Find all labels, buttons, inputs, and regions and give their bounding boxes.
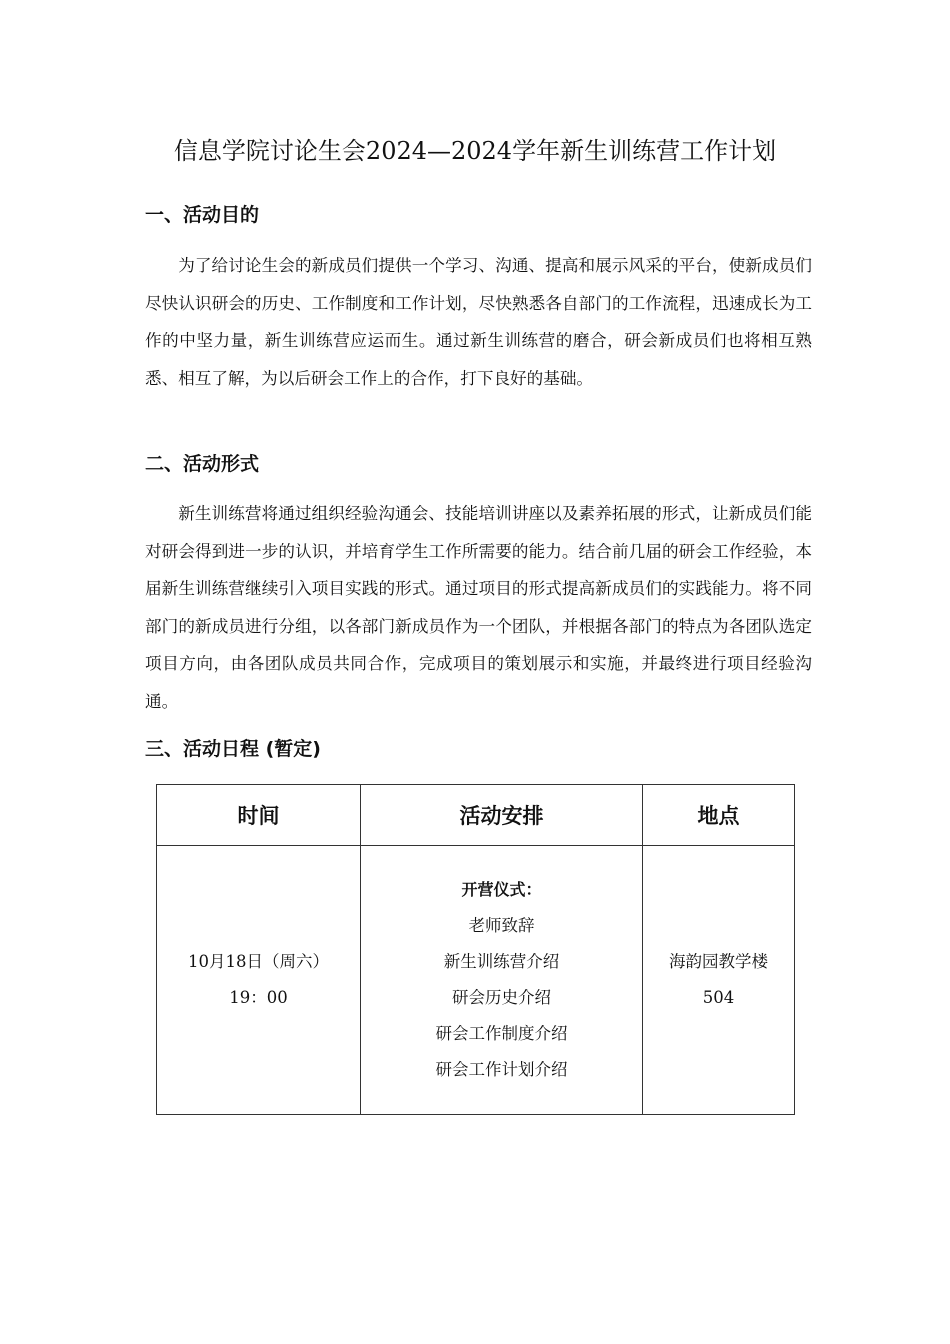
activity-item: 老师致辞 <box>468 916 535 935</box>
activity-title: 开营仪式： <box>461 880 542 899</box>
activity-item: 研会历史介绍 <box>452 988 551 1007</box>
location-name: 海韵园教学楼 <box>669 952 768 971</box>
section-paragraph-purpose: 为了给讨论生会的新成员们提供一个学习、沟通、提高和展示风采的平台，使新成员们尽快认识研会的历史、工作制度和工作计划，尽快熟悉各自部门的工作流程，迅速成长为工作的中坚力量，新生训练营应运而生。通过新生训练营的磨合，研会新成员们也将相互熟悉、相互了解，为以后研会工作上的合作，打下良好的基础。 <box>145 256 812 388</box>
section-heading-format: 二、活动形式 <box>145 453 260 475</box>
time-cell <box>157 846 361 1115</box>
time-hour: 19：00 <box>229 988 288 1007</box>
location-cell <box>643 846 795 1115</box>
header-activity: 活动安排 <box>361 785 643 846</box>
time-date: 10月18日（周六） <box>188 952 329 971</box>
document-title: 信息学院讨论生会2024—2024学年新生训练营工作计划 <box>173 137 777 165</box>
section-paragraph-format: 新生训练营将通过组织经验沟通会、技能培训讲座以及素养拓展的形式，让新成员们能对研会得到进一步的认识，并培育学生工作所需要的能力。结合前几届的研会工作经验，本届新生训练营继续引入项目实践的形式。通过项目的形式提高新成员们的实践能力。将不同部门的新成员进行分组，以各部门新成员作为一个团队，并根据各部门的特点为各团队选定项目方向，由各团队成员共同合作，完成项目的策划展示和实施，并最终进行项目经验沟通。 <box>145 504 812 711</box>
activity-item: 新生训练营介绍 <box>443 952 560 971</box>
activity-item: 研会工作计划介绍 <box>435 1060 568 1079</box>
activity-cell <box>361 846 643 1115</box>
section-heading-schedule: 三、活动日程 (暂定) <box>145 738 321 760</box>
table-row <box>157 846 795 1115</box>
section-heading-purpose: 一、活动目的 <box>145 204 260 226</box>
activity-item: 研会工作制度介绍 <box>435 1024 568 1043</box>
header-time: 时间 <box>157 785 361 846</box>
table-header-row <box>157 785 795 846</box>
schedule-table <box>156 784 795 1115</box>
location-room: 504 <box>702 988 735 1007</box>
header-location: 地点 <box>643 785 795 846</box>
